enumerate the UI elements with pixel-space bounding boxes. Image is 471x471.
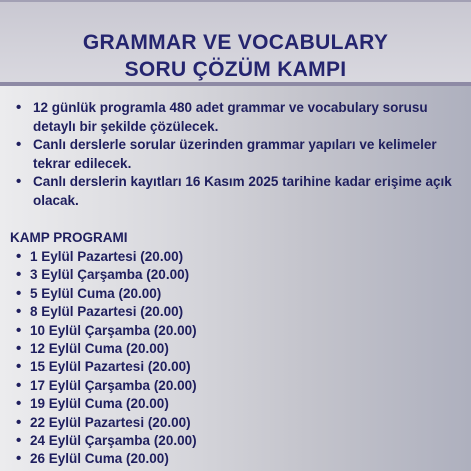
schedule-item: • 19 Eylül Cuma (20.00) bbox=[12, 395, 197, 413]
schedule-item: • 1 Eylül Pazartesi (20.00) bbox=[12, 248, 197, 266]
schedule-item: • 12 Eylül Cuma (20.00) bbox=[12, 340, 197, 358]
schedule-list bbox=[12, 248, 197, 469]
info-bullet: • Canlı derslerle sorular üzerinden grammar yapıları ve kelimeler tekrar edilecek. bbox=[13, 136, 458, 173]
schedule-item: • 5 Eylül Cuma (20.00) bbox=[12, 285, 197, 303]
schedule-item: • 15 Eylül Pazartesi (20.00) bbox=[12, 358, 197, 376]
schedule-item: • 24 Eylül Çarşamba (20.00) bbox=[12, 432, 197, 450]
schedule-item: • 22 Eylül Pazartesi (20.00) bbox=[12, 414, 197, 432]
schedule-item: • 17 Eylül Çarşamba (20.00) bbox=[12, 377, 197, 395]
header-banner bbox=[0, 0, 471, 86]
schedule-item: • 3 Eylül Çarşamba (20.00) bbox=[12, 266, 197, 284]
info-bullet-list bbox=[13, 99, 458, 210]
schedule-item: • 26 Eylül Cuma (20.00) bbox=[12, 450, 197, 468]
info-bullet: • 12 günlük programla 480 adet grammar ve vocabulary sorusu detaylı bir şekilde çözülecek. bbox=[13, 99, 458, 136]
title-line-2: SORU ÇÖZÜM KAMPI bbox=[124, 58, 347, 81]
schedule-item: • 10 Eylül Çarşamba (20.00) bbox=[12, 322, 197, 340]
info-bullet: • Canlı derslerin kayıtları 16 Kasım 2025 tarihine kadar erişime açık olacak. bbox=[13, 173, 458, 210]
schedule-item: • 8 Eylül Pazartesi (20.00) bbox=[12, 303, 197, 321]
title-line-1: GRAMMAR VE VOCABULARY bbox=[82, 31, 389, 54]
program-title: KAMP PROGRAMI bbox=[10, 230, 128, 245]
